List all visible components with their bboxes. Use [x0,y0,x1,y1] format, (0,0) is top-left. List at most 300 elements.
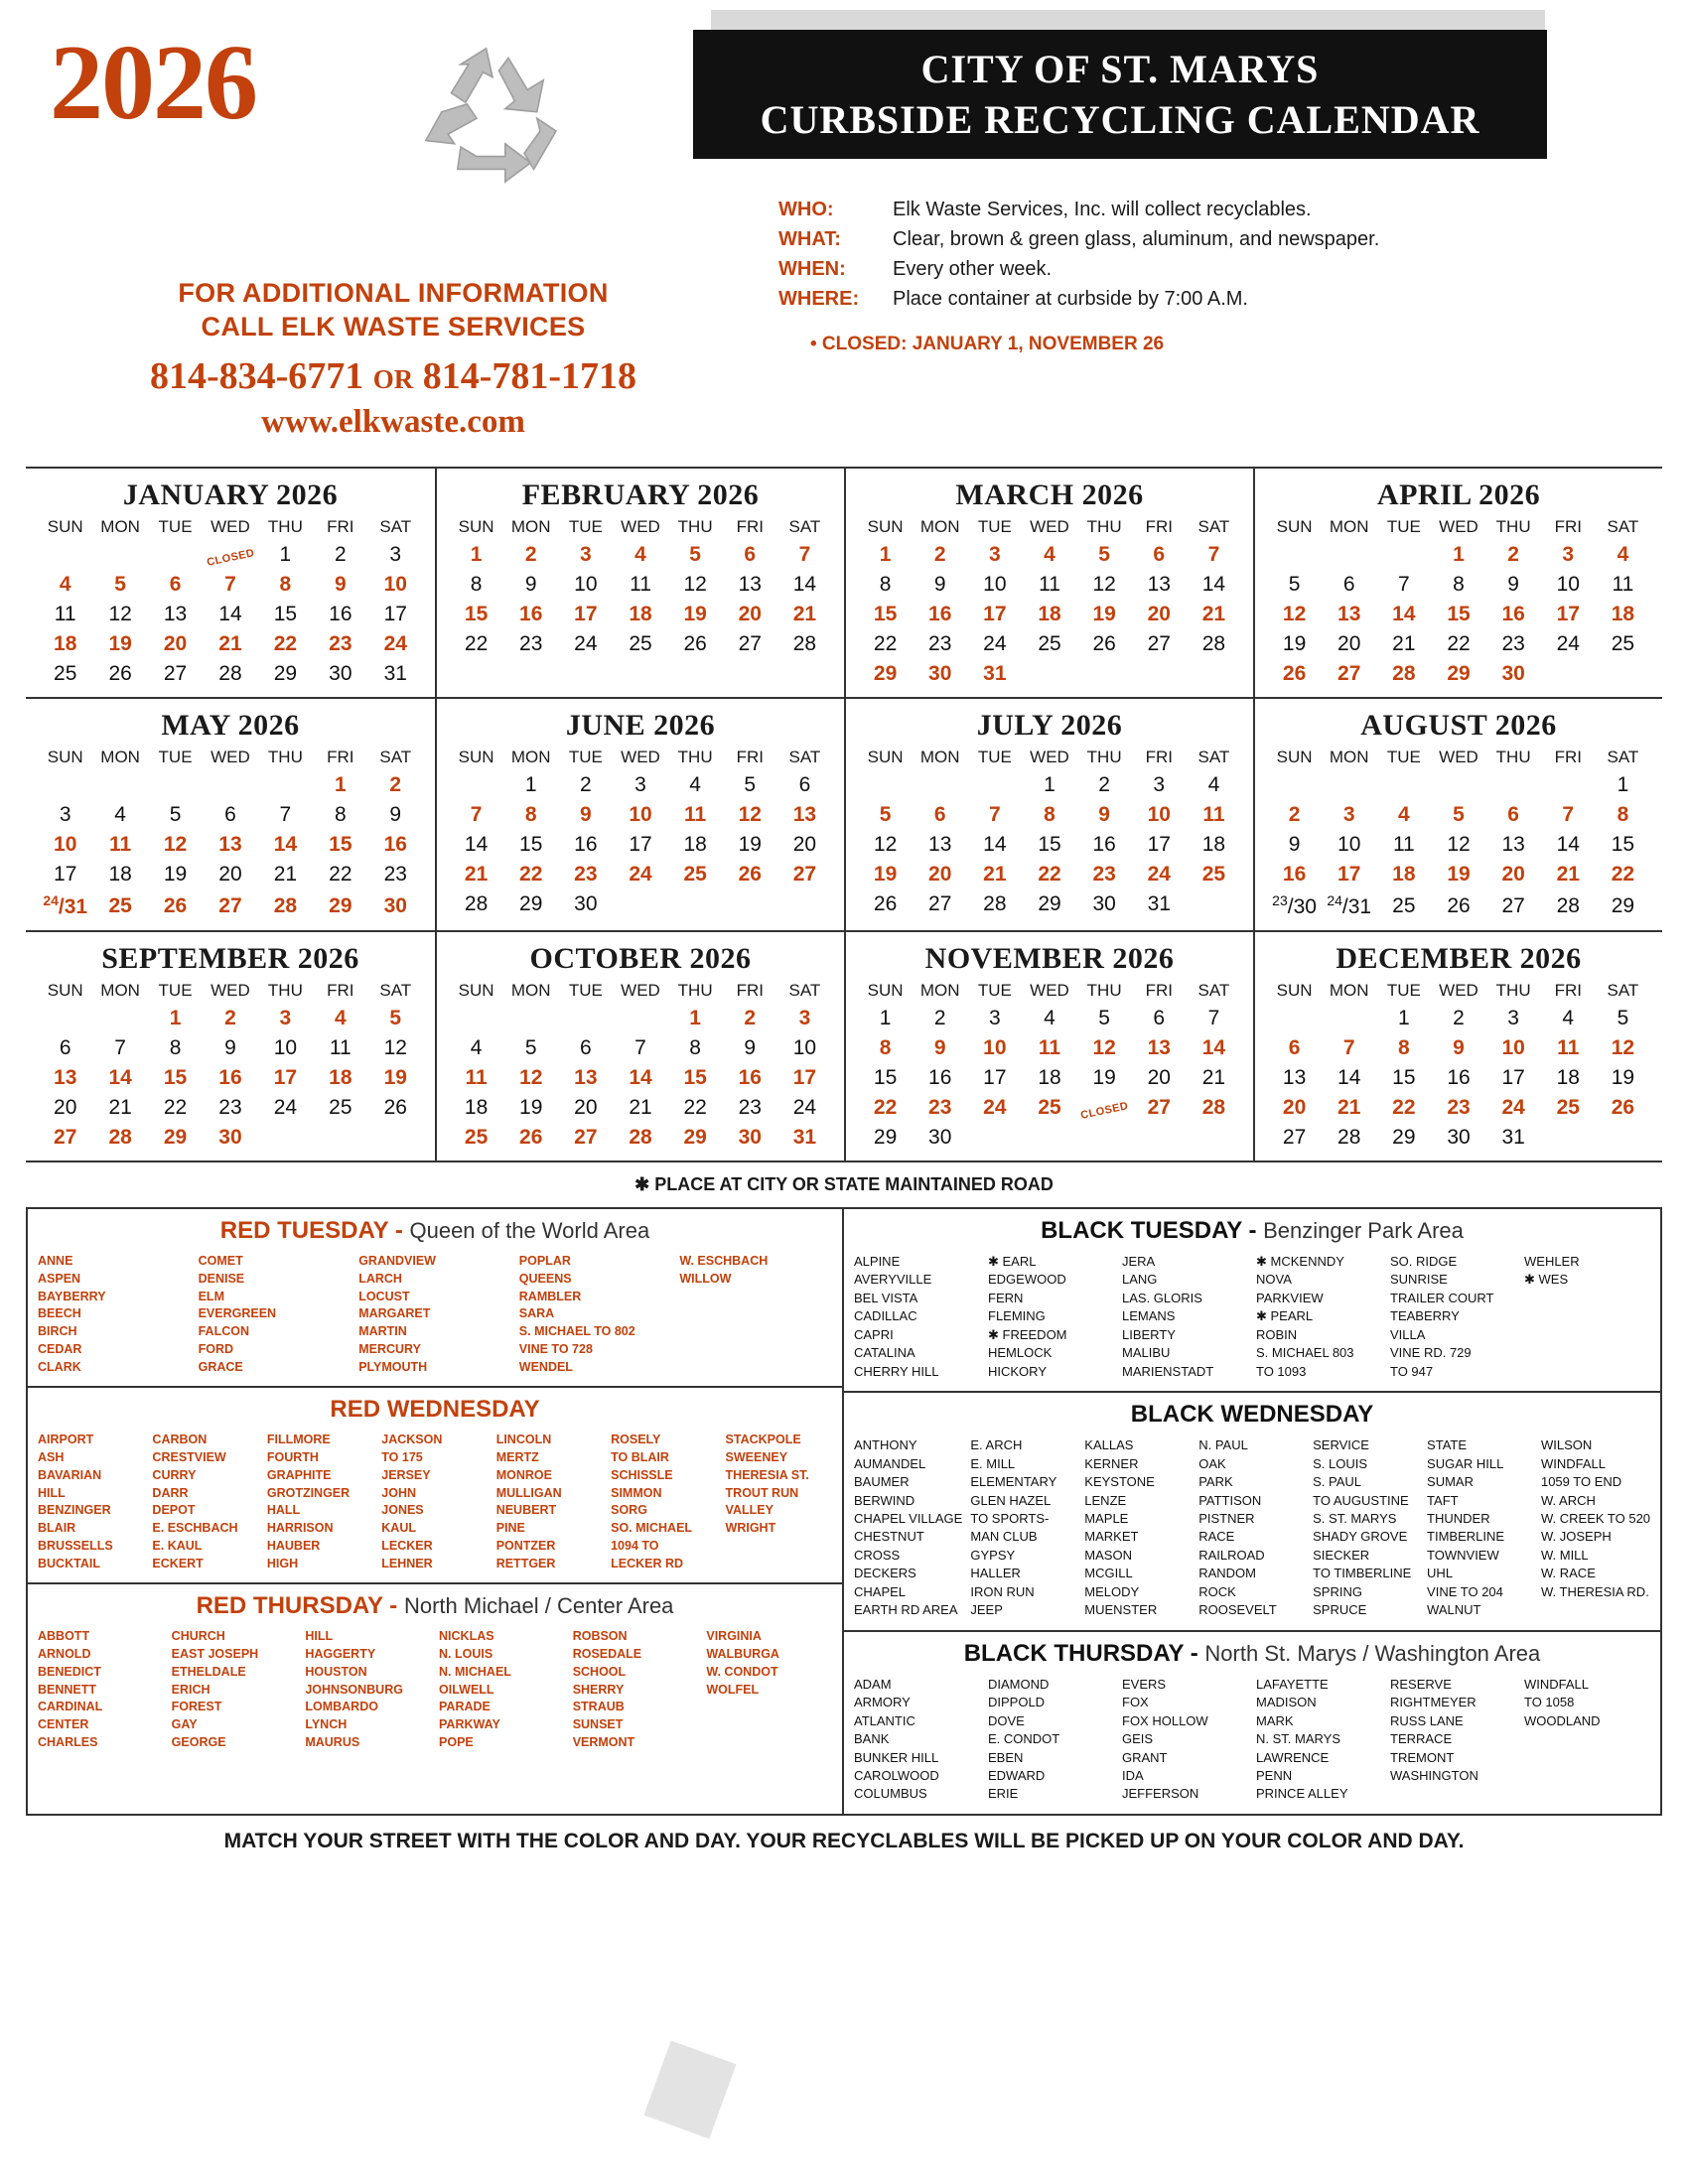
street-name: ✱ EARL [988,1254,1037,1269]
street-column [1524,1253,1650,1381]
weekday-header: MON [100,517,140,536]
street-name: ROSEDALE [572,1647,642,1661]
street-name: TRAILER COURT [1390,1290,1494,1305]
street-name: MERTZ [495,1450,539,1464]
day-cell: 22 [683,1096,707,1119]
day-cell: 28 [1556,893,1580,917]
day-cell: 27 [54,1126,77,1149]
day-cell: 16 [329,603,352,625]
day-cell: 26 [163,893,188,917]
street-column [726,1432,832,1572]
street-name: FOX HOLLOW [1122,1712,1208,1728]
street-columns [854,1676,1650,1804]
empty-cell [777,889,832,919]
day-cell: 28 [108,1126,132,1149]
street-name: SUNRISE [1390,1272,1448,1288]
street-name: EDGEWOOD [988,1272,1066,1288]
day-cell: 17 [1147,833,1171,856]
day-cell: 9 [224,1036,236,1059]
month-title: MARCH 2026 [955,478,1144,511]
day-cell: 23 [1447,1096,1471,1119]
day-cell: 30 [329,662,352,685]
street-section-title: BLACK WEDNESDAY [1130,1401,1374,1429]
street-name: VERMONT [572,1734,635,1749]
week-row [38,570,423,600]
street-name: FOREST [171,1700,222,1714]
street-name: BAVARIAN [38,1467,102,1482]
street-name: LOCUST [358,1289,410,1303]
street-column [854,1253,980,1381]
street-column [38,1432,144,1572]
weekday-header: MON [100,981,140,1000]
street-name: TERRACE [1390,1731,1453,1747]
info-row-who [778,199,1379,221]
street-name: POPE [439,1734,474,1749]
street-name: CHAPEL [854,1583,907,1599]
day-cell: 16 [928,603,952,625]
week-row [858,1063,1241,1093]
street-name: HILL [305,1629,334,1644]
day-cell: 20 [163,632,188,655]
street-name: LAS. GLORIS [1122,1290,1202,1305]
day-cell: 5 [1098,543,1110,566]
day-cell: 27 [738,632,762,655]
day-cell: 12 [108,603,132,625]
weekday-header: SAT [788,981,821,1000]
day-cell: 20 [1337,632,1361,655]
street-section-area: Benzinger Park Area [1263,1218,1464,1243]
day-cell: 20 [738,603,762,625]
day-cell: 29 [163,1126,188,1149]
street-column [970,1436,1076,1620]
day-cell: 18 [1611,603,1635,625]
day-cell: 21 [1556,863,1580,886]
empty-cell [368,1123,423,1153]
day-cell: 9 [933,573,946,596]
day-cell: 8 [524,803,537,826]
day-cell: 3 [989,1007,1001,1029]
street-name: TEABERRY [1390,1308,1460,1324]
day-cell: 22 [1611,863,1635,886]
month-title: SEPTEMBER 2026 [101,942,359,975]
day-cell: 24 [1556,632,1580,655]
street-name: ELEMENTARY [970,1474,1057,1490]
street-name: PRINCE ALLEY [1256,1786,1348,1802]
day-cell: 17 [983,603,1007,625]
month-block [435,699,844,930]
day-cell: 28 [1337,1126,1361,1149]
street-name: PINE [495,1521,525,1535]
day-cell: 25 [1392,893,1416,917]
day-cell: 24 [383,632,407,655]
empty-cell [38,540,92,570]
day-cell: 18 [464,1096,489,1119]
day-cell: 22 [519,863,543,886]
day-cell: 11 [329,1036,352,1059]
empty-cell [38,1004,92,1033]
week-row [449,1123,832,1153]
day-cell: 5 [389,1007,402,1029]
street-name: CENTER [38,1717,89,1731]
day-cell: 23 [383,863,407,886]
street-column [358,1253,511,1376]
street-name: TROUT RUN [725,1485,799,1500]
day-cell: 18 [629,603,652,625]
street-name: BAYBERRY [38,1289,106,1303]
day-cell: 9 [1288,833,1301,856]
weekday-header: SAT [788,748,821,766]
empty-cell [148,770,203,800]
day-cell: 4 [114,803,126,826]
day-cell: 13 [1337,603,1361,625]
street-column [381,1432,488,1572]
day-cell: 21 [1392,632,1416,655]
day-cell: 1 [879,543,892,566]
street-name: VINE TO 728 [518,1341,593,1356]
weekday-header: FRI [1145,517,1173,536]
day-cell: 3 [59,803,71,826]
day-cell: 16 [574,833,598,856]
month-block [26,699,435,930]
street-name: ROBIN [1256,1326,1298,1342]
website-link[interactable]: www.elkwaste.com [261,404,525,440]
street-name: ECKERT [152,1556,204,1570]
day-cell: 25 [683,863,707,886]
weekday-header: TUE [158,748,193,766]
street-name: LIBERTY [1122,1326,1176,1342]
day-cell: 22 [329,863,352,886]
empty-cell [558,1004,613,1033]
day-cell: 29 [1611,893,1635,917]
street-name: TO BLAIR [611,1450,669,1464]
day-cell: 8 [1617,803,1629,826]
weekday-header: SUN [867,517,904,536]
day-cell: 14 [273,833,298,856]
day-cell: 28 [629,1126,652,1149]
day-cell: 13 [574,1066,598,1089]
street-name: BIRCH [38,1324,77,1338]
week-row [1267,830,1650,860]
street-section-title: RED TUESDAY - Queen of the World Area [219,1217,650,1244]
day-cell: 2 [1453,1007,1465,1029]
empty-cell [858,770,913,800]
street-name: VILLA [1390,1326,1426,1342]
day-cell: 6 [933,803,946,826]
street-name: BENZINGER [38,1503,111,1518]
day-cell: 7 [1562,803,1575,826]
empty-cell [1187,889,1241,919]
weekday-header: MON [1329,517,1369,536]
day-cell: 18 [1038,603,1061,625]
month-block [1253,469,1662,697]
street-name: SCHISSLE [611,1467,673,1482]
street-name: SIMMON [611,1485,662,1500]
street-name: CADILLAC [854,1308,917,1324]
day-cell: 29 [1038,892,1061,915]
street-name: MAURUS [305,1734,360,1749]
day-cell: 17 [383,603,407,625]
week-row [1267,800,1650,830]
week-row [38,600,423,629]
day-cell: 20 [1282,1096,1307,1119]
street-column [854,1676,980,1804]
street-name: ROBSON [572,1629,628,1644]
day-cell: 22 [163,1096,188,1119]
street-name: WINDFALL [1524,1676,1590,1692]
phone-secondary: 814-781-1718 [422,355,637,397]
day-cell: 10 [792,1036,817,1059]
street-column [854,1436,962,1620]
street-name: CARBON [152,1433,208,1447]
day-cell: 25 [464,1126,489,1149]
empty-cell [967,770,1022,800]
street-name: EAST JOSEPH [171,1647,259,1661]
street-name: TO AUGUSTINE [1313,1492,1409,1508]
day-cell: 2 [389,773,402,796]
day-cell: 6 [1288,1036,1301,1059]
month-table [449,980,832,1153]
street-name: S. MICHAEL 803 [1256,1345,1354,1361]
month-block [26,469,435,697]
day-cell: 23 [928,1096,952,1119]
day-cell: 11 [630,573,651,596]
street-name: TO 175 [381,1450,423,1464]
month-table [858,980,1241,1153]
street-name: DARR [152,1485,189,1500]
street-name: CAROLWOOD [854,1767,939,1783]
day-cell: 25 [1038,632,1061,655]
street-name: ✱ MCKENNDY [1256,1254,1344,1269]
day-cell: 22 [1392,1096,1416,1119]
street-name: GEORGE [171,1734,226,1749]
empty-cell [1376,770,1431,800]
weekday-header: WED [211,981,250,1000]
month-block [844,699,1253,930]
street-name: RAILROAD [1198,1547,1265,1563]
street-name: LARCH [358,1271,402,1286]
day-cell: 5 [879,803,892,826]
day-cell: 5 [524,1036,537,1059]
street-name: WILLOW [679,1271,732,1286]
day-cell: 30 [738,1126,762,1149]
weekday-header: MON [100,748,140,766]
info-key-who: WHO: [778,199,834,220]
day-cell: 4 [1207,773,1220,796]
empty-cell [1132,659,1187,689]
weekday-header: THU [267,981,303,1000]
empty-cell [1322,1004,1376,1033]
street-column [38,1628,164,1751]
day-cell: 1 [1044,773,1055,796]
day-cell: 18 [683,833,707,856]
day-cell: 3 [798,1007,811,1029]
day-cell: 25 [54,662,77,685]
street-name: ADAM [854,1676,892,1692]
day-cell: 20 [218,863,242,886]
street-name: UHL [1427,1566,1454,1581]
street-section-black-thursday [844,1632,1660,1814]
day-cell: 1 [1398,1007,1410,1029]
day-cell: 28 [1392,662,1416,685]
street-name: STATE [1427,1437,1468,1453]
day-cell: 11 [1038,1036,1061,1059]
day-cell: 25 [1556,1096,1580,1119]
street-name: HEMLOCK [988,1345,1053,1361]
weekday-header: WED [211,517,250,536]
day-cell: 9 [389,803,402,826]
weekday-header: MON [510,748,551,766]
day-cell [203,540,257,570]
day-cell: 3 [389,543,402,566]
day-cell: 5 [114,573,126,596]
day-cell: 27 [218,893,242,917]
day-cell: 5 [1288,573,1301,596]
weekday-header: THU [1495,517,1531,536]
street-name: OILWELL [439,1682,494,1697]
street-name: ASPEN [38,1271,81,1286]
phone-numbers [85,354,701,398]
day-cell: 1 [169,1007,182,1029]
empty-cell [723,659,777,665]
day-cell: 29 [329,893,352,917]
day-cell: 14 [792,573,817,596]
day-cell: 8 [279,573,292,596]
day-cell: 26 [1092,632,1116,655]
street-name: MCGILL [1084,1566,1133,1581]
street-name: SO. MICHAEL [611,1521,693,1535]
street-name: WASHINGTON [1390,1767,1478,1783]
day-cell: 8 [1453,573,1465,596]
empty-cell [1267,540,1322,570]
week-row [38,830,423,860]
info-value-where: Place container at curbside by 7:00 A.M. [893,288,1248,310]
day-cell: 5 [1453,803,1465,826]
calendar-row [26,699,1662,932]
day-cell: 23 [218,1096,242,1119]
weekday-header: FRI [736,981,764,1000]
day-cell: 28 [792,632,817,655]
day-cell: 2 [224,1007,236,1029]
day-cell: 6 [798,773,811,796]
info-key-where: WHERE: [778,288,860,310]
street-name: E. ARCH [970,1437,1023,1453]
street-column [199,1253,352,1376]
week-row [38,1033,423,1063]
street-name: JERSEY [381,1467,431,1482]
week-row [858,629,1241,659]
day-cell: $^{24}$/31 [43,892,88,918]
week-row [38,1093,423,1123]
day-cell: 2 [1098,773,1110,796]
day-cell: 6 [580,1036,592,1059]
month-title: JANUARY 2026 [122,478,339,511]
weekday-header: SUN [1276,748,1313,766]
street-name: POPLAR [518,1254,571,1268]
empty-cell [1596,659,1650,689]
street-name: LECKER [381,1538,433,1553]
header [26,0,1662,467]
day-cell: 20 [1147,603,1171,625]
empty-cell [503,1004,558,1033]
street-name: BUNKER HILL [854,1749,939,1765]
street-column [1390,1253,1516,1381]
day-cell: 10 [983,1036,1007,1059]
weekday-header: FRI [736,517,764,536]
day-cell: 14 [629,1066,652,1089]
empty-cell [777,659,832,665]
street-name: TO 947 [1390,1363,1434,1379]
day-cell: 16 [1282,863,1307,886]
day-cell: 5 [1098,1007,1110,1029]
weekday-header: WED [1439,517,1478,536]
street-name: E. MILL [970,1455,1016,1471]
day-cell: 27 [1147,1096,1171,1119]
week-row [1267,1123,1650,1153]
weekday-header: WED [1439,981,1478,1000]
weekday-header: TUE [568,517,603,536]
street-name: AVERYVILLE [854,1272,932,1288]
street-name: SUNSET [572,1717,624,1731]
weekday-header: SAT [1197,517,1230,536]
place-at-road-note: ✱ PLACE AT CITY OR STATE MAINTAINED ROAD [634,1174,1054,1194]
day-cell: 8 [1398,1036,1410,1059]
street-name: JOHN [381,1485,416,1500]
day-cell: 19 [1092,1066,1116,1089]
day-cell: 22 [273,632,298,655]
street-name: HICKORY [988,1363,1047,1379]
street-name: CARDINAL [38,1700,103,1714]
week-row [449,659,832,665]
day-cell: 30 [574,892,598,915]
street-name: SHERRY [572,1682,625,1697]
street-name: SUGAR HILL [1427,1455,1504,1471]
street-name: S. LOUIS [1313,1455,1368,1471]
day-cell: 17 [54,863,77,886]
day-cell: 15 [163,1066,188,1089]
day-cell: 11 [1557,1036,1580,1059]
street-name: 1059 TO END [1540,1474,1622,1490]
day-cell: 19 [519,1096,543,1119]
day-cell: 22 [873,1096,898,1119]
street-name: ETHELDALE [171,1664,246,1679]
day-cell: 1 [524,773,537,796]
street-section-black-tuesday [844,1209,1660,1393]
day-cell: 2 [933,543,946,566]
street-name: MARTIN [358,1324,407,1338]
street-name: WALNUT [1427,1602,1481,1618]
day-cell: 6 [169,573,182,596]
street-name: HILL [38,1485,66,1500]
month-table [858,516,1241,689]
day-cell: 24 [273,1096,298,1119]
day-cell: 25 [1038,1096,1061,1119]
day-cell: 16 [383,833,407,856]
weekday-header: FRI [736,748,764,766]
empty-cell [148,540,203,570]
service-info-list [778,199,1379,318]
day-cell: 12 [163,833,188,856]
day-cell: 17 [1337,863,1361,886]
empty-cell [449,770,503,800]
day-cell: 30 [1501,662,1525,685]
day-cell: 11 [465,1066,488,1089]
street-column [988,1676,1114,1804]
street-name: KEYSTONE [1084,1474,1155,1490]
day-cell: 27 [928,892,952,915]
weekday-header: SUN [867,748,904,766]
day-cell: 13 [1147,1036,1171,1059]
weekday-header: THU [677,748,713,766]
